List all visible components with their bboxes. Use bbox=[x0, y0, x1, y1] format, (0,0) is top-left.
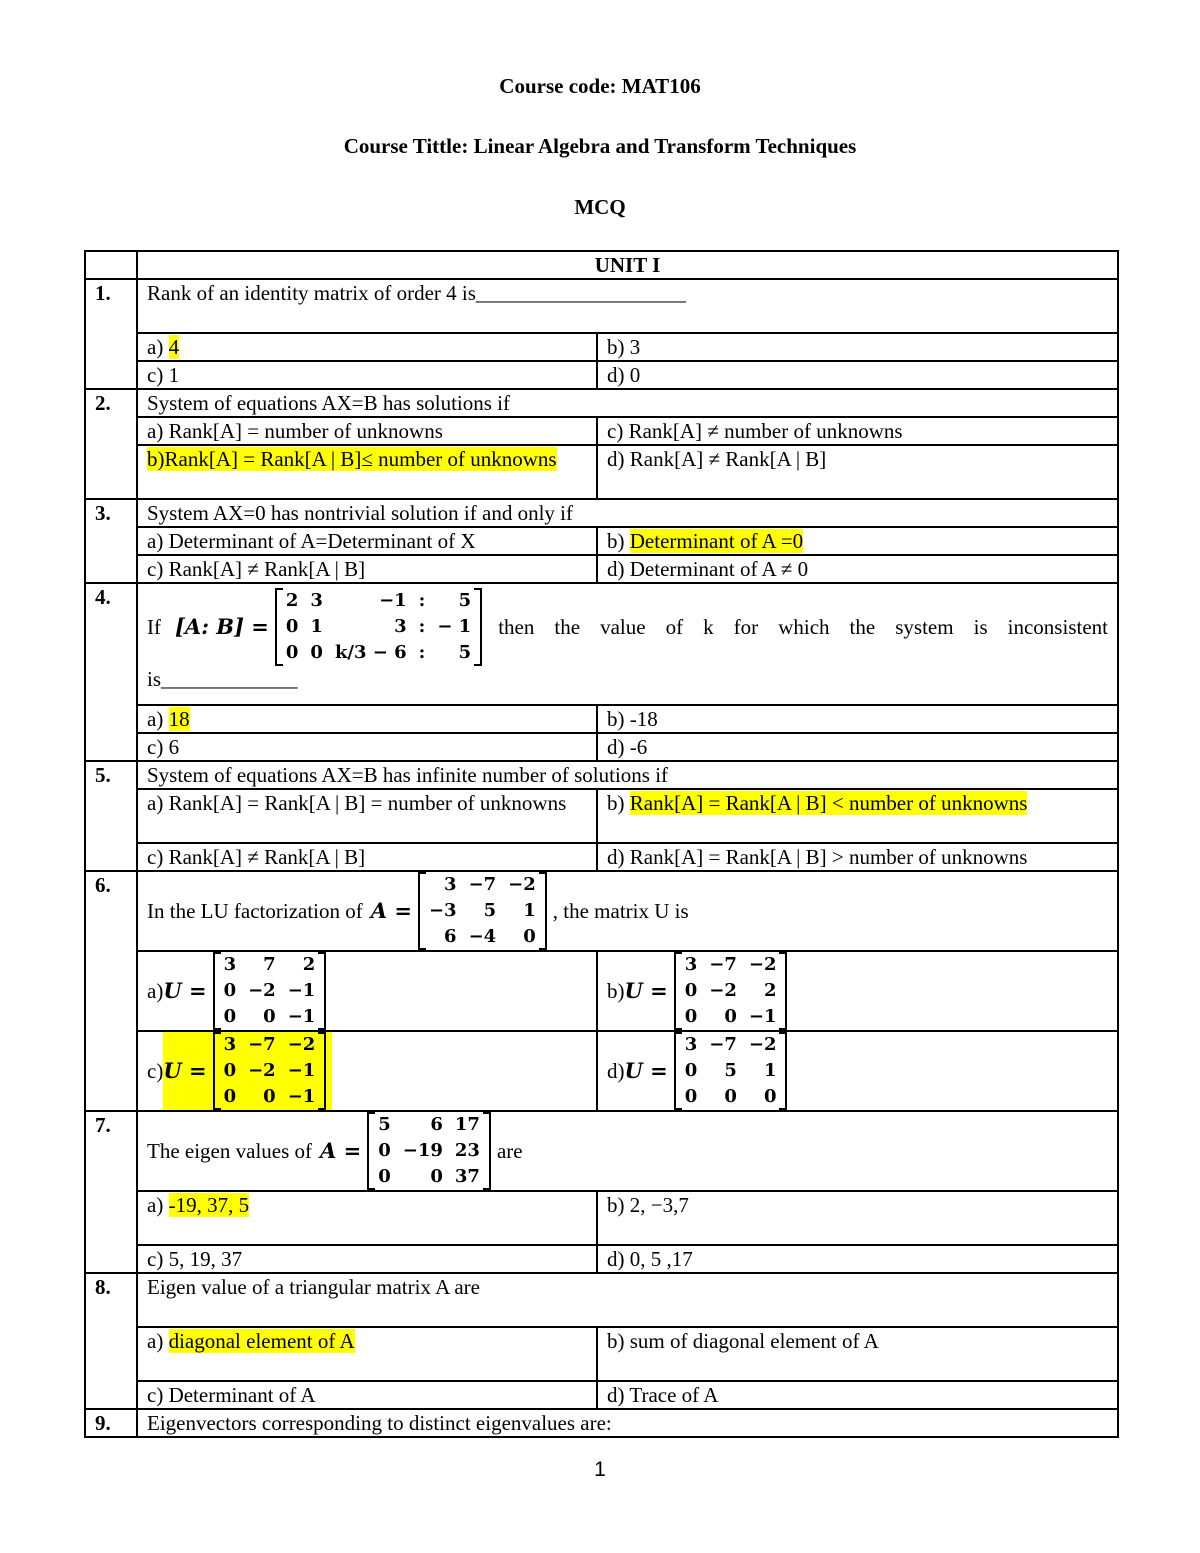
option-b: b) 3 bbox=[597, 333, 1118, 361]
option-row bbox=[85, 1031, 1118, 1111]
option-row bbox=[85, 527, 1118, 555]
answer-highlight: Determinant of A =0 bbox=[629, 529, 804, 553]
course-code: Course code: MAT106 bbox=[499, 74, 701, 98]
option-d: d) 0, 5 ,17 bbox=[597, 1245, 1118, 1273]
option-row bbox=[85, 1381, 1118, 1409]
unit-heading: UNIT I bbox=[137, 251, 1118, 279]
question-row bbox=[85, 499, 1118, 527]
question-row bbox=[85, 1273, 1118, 1327]
option-c: c) Rank[A] ≠ Rank[A | B] bbox=[137, 555, 597, 583]
augmented-matrix: 2 3 −1 : 5 0 1 3 : − 1 0 0 k/3 − 6 : 5 bbox=[275, 588, 482, 666]
option-b: b) -18 bbox=[597, 705, 1118, 733]
question-text: Rank of an identity matrix of order 4 is____________________ bbox=[137, 279, 1118, 333]
option-d: d) U = 3 −7 −2 0 5 1 0 0 0 bbox=[597, 1031, 1118, 1111]
question-number: 7. bbox=[85, 1111, 137, 1273]
question-text: Eigenvectors corresponding to distinct eigenvalues are: bbox=[137, 1409, 1118, 1437]
option-b: b) Determinant of A =0 bbox=[597, 527, 1118, 555]
question-number: 9. bbox=[85, 1409, 137, 1437]
option-row bbox=[85, 1245, 1118, 1273]
option-b bbox=[137, 445, 597, 499]
option-d: d) Rank[A] = Rank[A | B] > number of unknowns bbox=[597, 843, 1118, 871]
question-row bbox=[85, 389, 1118, 417]
option-c: c) Determinant of A bbox=[137, 1381, 597, 1409]
question-text: System of equations AX=B has infinite number of solutions if bbox=[137, 761, 1118, 789]
option-row bbox=[85, 843, 1118, 871]
option-c: c) 6 bbox=[137, 733, 597, 761]
option-a: a) 18 bbox=[137, 705, 597, 733]
option-c: c) 5, 19, 37 bbox=[137, 1245, 597, 1273]
option-row bbox=[85, 1191, 1118, 1245]
option-row bbox=[85, 555, 1118, 583]
question-row bbox=[85, 279, 1118, 333]
matrix-u: 3 −7 −2 0 −2 −1 0 0 −1 bbox=[213, 1032, 327, 1110]
option-a: a) Determinant of A=Determinant of X bbox=[137, 527, 597, 555]
question-row bbox=[85, 871, 1118, 951]
question-text: System AX=0 has nontrivial solution if and only if bbox=[137, 499, 1118, 527]
option-row bbox=[85, 1327, 1118, 1381]
option-a: a) diagonal element of A bbox=[137, 1327, 597, 1381]
option-a: a) Rank[A] = Rank[A | B] = number of unknowns bbox=[137, 789, 597, 843]
question-number: 2. bbox=[85, 389, 137, 499]
option-c: c) 1 bbox=[137, 361, 597, 389]
option-b: b) Rank[A] = Rank[A | B] < number of unknowns bbox=[597, 789, 1118, 843]
matrix-u: 3 −7 −2 0 5 1 0 0 0 bbox=[674, 1032, 788, 1110]
question-number: 6. bbox=[85, 871, 137, 1111]
option-row bbox=[85, 445, 1118, 499]
option-row bbox=[85, 333, 1118, 361]
mcq-table bbox=[84, 250, 1119, 1438]
option-a: a) Rank[A] = number of unknowns bbox=[137, 417, 597, 445]
question-text: Eigen value of a triangular matrix A are bbox=[137, 1273, 1118, 1327]
option-d: d) Trace of A bbox=[597, 1381, 1118, 1409]
option-b: b) U = 3 −7 −2 0 −2 2 0 0 −1 bbox=[597, 951, 1118, 1031]
answer-highlight: U = 3 −7 −2 0 −2 −1 0 0 −1 bbox=[163, 1032, 332, 1110]
option-d: d) Determinant of A ≠ 0 bbox=[597, 555, 1118, 583]
option-b: b) sum of diagonal element of A bbox=[597, 1327, 1118, 1381]
answer-highlight: Rank[A] = Rank[A | B] < number of unknowns bbox=[629, 791, 1028, 815]
option-row bbox=[85, 733, 1118, 761]
question-row bbox=[85, 583, 1118, 705]
question-number: 5. bbox=[85, 761, 137, 871]
unit-row bbox=[85, 251, 1118, 279]
matrix-a: 3 −7 −2 −3 5 1 6 −4 0 bbox=[418, 872, 547, 950]
option-row bbox=[85, 705, 1118, 733]
question-text: The eigen values of A = 5 6 17 0 −19 23 0 0 37 are bbox=[137, 1111, 1118, 1191]
answer-highlight: -19, 37, 5 bbox=[168, 1193, 250, 1217]
question-text: System of equations AX=B has solutions if bbox=[137, 389, 1118, 417]
option-c: c) Rank[A] ≠ number of unknowns bbox=[597, 417, 1118, 445]
question-number: 3. bbox=[85, 499, 137, 583]
option-a: a) 4 bbox=[137, 333, 597, 361]
matrix-u: 3 7 2 0 −2 −1 0 0 −1 bbox=[213, 952, 327, 1030]
answer-highlight: 4 bbox=[168, 335, 180, 359]
matrix-a: 5 6 17 0 −19 23 0 0 37 bbox=[367, 1112, 491, 1190]
answer-highlight: 18 bbox=[168, 707, 190, 731]
option-a: a) U = 3 7 2 0 −2 −1 0 0 −1 bbox=[137, 951, 597, 1031]
question-row bbox=[85, 1111, 1118, 1191]
question-row bbox=[85, 761, 1118, 789]
matrix-u: 3 −7 −2 0 −2 2 0 0 −1 bbox=[674, 952, 788, 1030]
question-number: 4. bbox=[85, 583, 137, 761]
question-number: 1. bbox=[85, 279, 137, 389]
page-number: 1 bbox=[594, 1458, 606, 1481]
option-b: b) 2, −3,7 bbox=[597, 1191, 1118, 1245]
question-text: If [A: B] = 2 3 −1 : 5 0 1 3 : − 1 0 0 k/3 − 6 : 5 then the value of k for which the system is inconsistent is_____________ bbox=[137, 583, 1118, 705]
question-row bbox=[85, 1409, 1118, 1437]
option-d: d) -6 bbox=[597, 733, 1118, 761]
answer-highlight: b)Rank[A] = Rank[A | B]≤ number of unknowns bbox=[147, 447, 557, 471]
course-title: Course Tittle: Linear Algebra and Transform Techniques bbox=[343, 134, 857, 158]
option-c: c) Rank[A] ≠ Rank[A | B] bbox=[137, 843, 597, 871]
answer-highlight: diagonal element of A bbox=[168, 1329, 355, 1353]
option-d: d) 0 bbox=[597, 361, 1118, 389]
option-a: a) -19, 37, 5 bbox=[137, 1191, 597, 1245]
option-row bbox=[85, 361, 1118, 389]
option-row bbox=[85, 789, 1118, 843]
option-c: c) U = 3 −7 −2 0 −2 −1 0 0 −1 bbox=[137, 1031, 597, 1111]
question-number: 8. bbox=[85, 1273, 137, 1409]
option-row bbox=[85, 417, 1118, 445]
option-row bbox=[85, 951, 1118, 1031]
option-d: d) Rank[A] ≠ Rank[A | B] bbox=[597, 445, 1118, 499]
question-text: In the LU factorization of A = 3 −7 −2 −3 5 1 6 −4 0 , the matrix U is bbox=[137, 871, 1118, 951]
section-title: MCQ bbox=[574, 195, 626, 219]
